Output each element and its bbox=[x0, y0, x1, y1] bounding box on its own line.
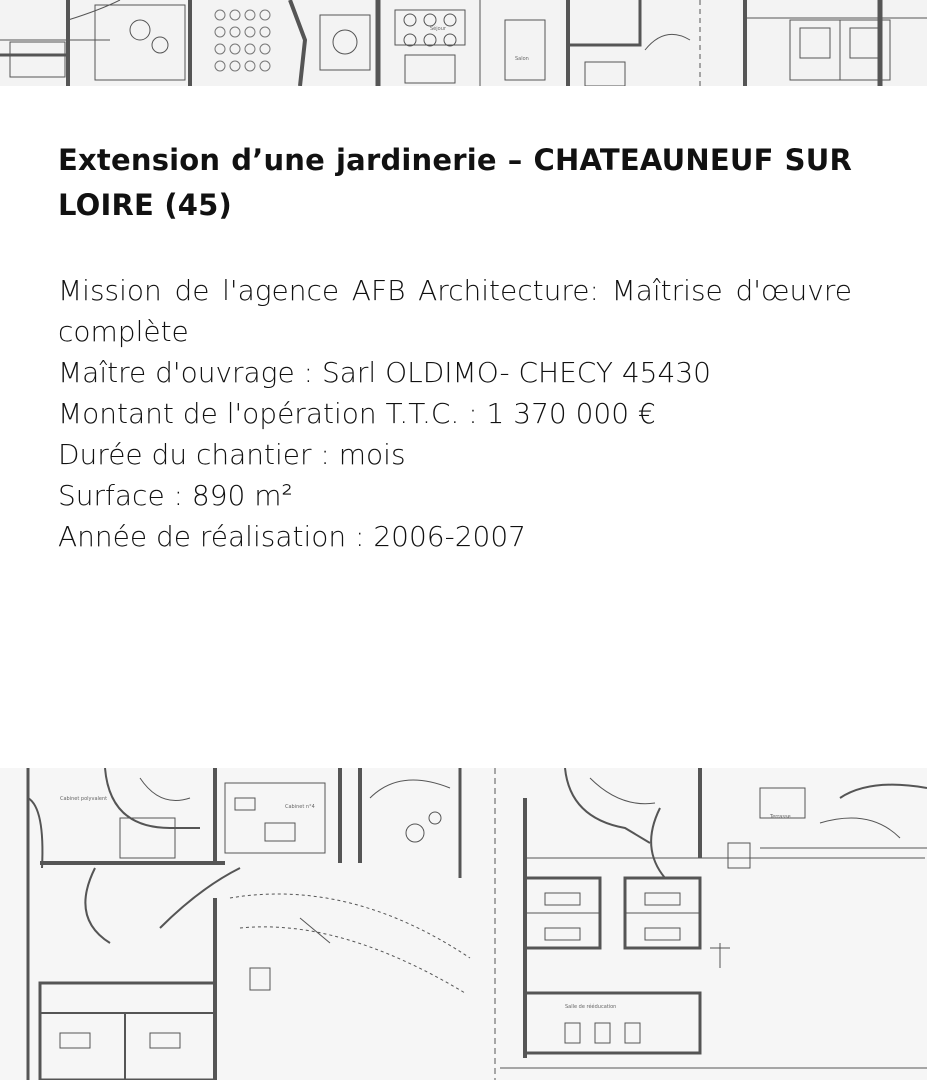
project-description bbox=[58, 138, 852, 557]
project-details bbox=[58, 270, 852, 557]
svg-text:Cabinet polyvalent: Cabinet polyvalent bbox=[60, 796, 108, 802]
project-title: Extension d’une jardinerie – CHATEAUNEUF SUR LOIRE (45) bbox=[58, 143, 852, 222]
svg-text:Terrasse: Terrasse bbox=[770, 814, 791, 820]
svg-text:Séjour: Séjour bbox=[430, 26, 446, 32]
floor-plan-bottom-drawing bbox=[0, 768, 927, 1080]
svg-text:Salle de rééducation: Salle de rééducation bbox=[565, 1004, 617, 1010]
detail-amount: Montant de l'opération T.T.C. : 1 370 000 € bbox=[58, 397, 656, 430]
floor-plan-top-image bbox=[0, 0, 927, 86]
floor-plan-top-drawing bbox=[0, 0, 927, 86]
svg-text:Salon: Salon bbox=[515, 56, 529, 62]
svg-text:Cabinet n°4: Cabinet n°4 bbox=[285, 804, 315, 810]
floor-plan-bottom-image bbox=[0, 768, 927, 1080]
detail-year: Année de réalisation : 2006-2007 bbox=[58, 520, 526, 553]
detail-mission: Mission de l'agence AFB Architecture: Maîtrise d'œuvre complète bbox=[58, 274, 852, 348]
detail-duration: Durée du chantier : mois bbox=[58, 438, 406, 471]
detail-client: Maître d'ouvrage : Sarl OLDIMO- CHECY 45430 bbox=[58, 356, 711, 389]
detail-surface: Surface : 890 m² bbox=[58, 479, 293, 512]
